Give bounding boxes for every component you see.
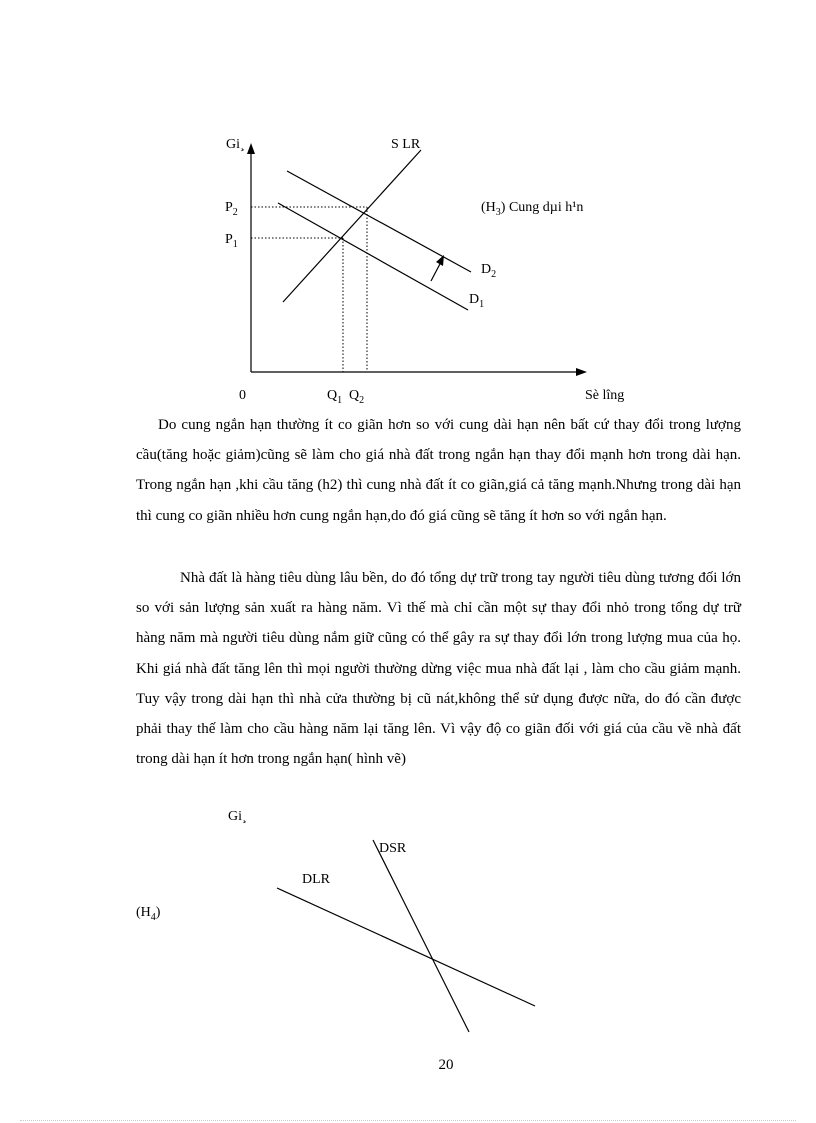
d2-label: $D_2$ (481, 262, 497, 280)
x-axis-label: Sè lîng (585, 388, 625, 403)
origin-label: 0 (239, 388, 246, 403)
dsr-label: DSR (379, 841, 407, 856)
demand-line-dsr (373, 840, 469, 1032)
q1-label: $Q_1$ (327, 388, 343, 406)
figure-h4-demand-elasticity (0, 800, 816, 1050)
dlr-label: DLR (302, 872, 330, 887)
caption-h4: $(H_4)$ (136, 905, 161, 923)
supply-label: S LR (391, 137, 421, 152)
supply-line-slr (283, 150, 421, 302)
x-axis-arrow (576, 368, 587, 376)
y-axis-label: Gi¸ (226, 137, 245, 152)
page-number: 20 (438, 1057, 454, 1073)
demand-line-d1 (278, 203, 468, 310)
page-bottom-divider (20, 1120, 796, 1121)
paragraph-1: Do cung ngắn hạn thường ít co giãn hơn so với cung dài hạn nên bất cứ thay đổi trong lượng cầu(tăng hoặc giảm)cũng sẽ làm cho giá nhà đất trong ngắn hạn thay đổi mạnh hơn trong dài hạn. Trong ngắn hạn ,khi cầu tăng (h2) thì cung nhà đất ít co giãn,giá cả tăng mạnh.Nhưng trong dài hạn thì cung co giãn nhiều hơn cung ngắn hạn,do đó giá cũng sẽ tăng ít hơn so với ngắn hạn. (136, 417, 741, 524)
p1-label: $P_1$ (225, 232, 238, 250)
caption-h3: $(H_3)$ Cung dµi h¹n (481, 200, 584, 218)
y-axis-arrow (247, 143, 255, 154)
d1-label: $D_1$ (469, 292, 485, 310)
q2-label: $Q_2$ (349, 388, 365, 406)
y-axis-label-2: Gi¸ (228, 809, 247, 824)
paragraph-2: Nhà đất là hàng tiêu dùng lâu bền, do đó tổng dự trữ trong tay người tiêu dùng tương đối lớn so với sản lượng sản xuất ra hàng năm. Vì thế mà chỉ cần một sự thay đổi nhỏ trong tổng dự trữ hàng năm mà người tiêu dùng nắm giữ cũng có thể gây ra sự thay đổi lớn trong lượng mua của họ. Khi giá nhà đất tăng lên thì mọi người thường dừng việc mua nhà đất lại , làm cho cầu giảm mạnh. Tuy vậy trong dài hạn thì nhà cửa thường bị cũ nát,không thể sử dụng được nữa, do đó cần được phải thay thế làm cho cầu hàng năm lại tăng lên. Vì vậy độ co giãn đối với giá của cầu về nhà đất trong dài hạn ít hơn trong ngắn hạn( hình vẽ) (136, 570, 741, 768)
figure-h3-supply-demand (0, 0, 816, 410)
p2-label: $P_2$ (225, 200, 238, 218)
